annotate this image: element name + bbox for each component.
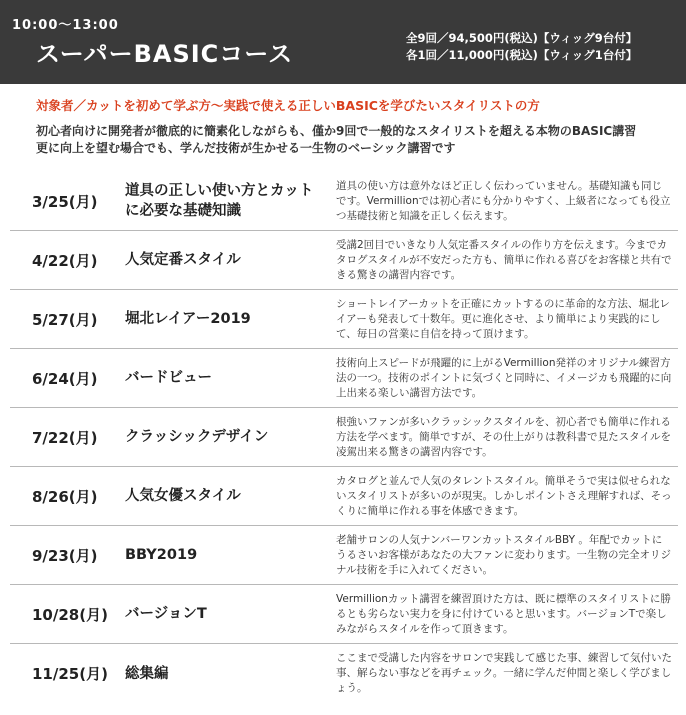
session-topic: 道具の正しい使い方とカットに必要な基礎知識 [125,183,314,219]
session-topic: バードビュー [125,370,212,386]
session-description: 老舗サロンの人気ナンバーワンカットスタイルBBY 。年配でカットにうるさいお客様があなたの大ファンに変わります。一生物の完全オリジナル技術を手に入れてください。 [336,533,671,576]
intro-line: 更に向上を望む場合でも、学んだ技術が生かせる一生物のベーシック講習です [36,141,456,155]
target-audience: 対象者／カットを初めて学ぶ方〜実践で使える正しいBASICを学びたいスタイリストの方 [36,98,540,113]
session-description: 根強いファンが多いクラッシックスタイルを、初心者でも簡単に作れる方法を学べます。簡単ですが、その仕上がりは教科書で見たスタイルを凌駕出来る驚きの講習内容です。 [336,415,672,458]
course-title: スーパーBASICコース [36,40,294,68]
session-schedule [10,172,678,703]
session-description: 道具の使い方は意外なほど正しく伝わっていません。基礎知識も同じです。Vermillionでは初心者にも分かりやすく、上級者になっても役立つ基礎技術と知識を正しく伝えます。 [336,179,671,222]
course-time: 10:00〜13:00 [12,18,119,33]
session-row [10,349,678,408]
session-topic: BBY2019 [125,547,198,563]
session-topic: クラッシックデザイン [125,429,269,445]
session-description: 技術向上スピードが飛躍的に上がるVermillion発祥のオリジナル練習方法の一つ。技術のポイントに気づくと同時に、イメージカも飛躍的に向上出来る楽しい講習方法です。 [336,356,672,399]
session-date: 4/22(月) [32,251,98,270]
session-date: 11/25(月) [32,665,108,683]
session-topic: 堀北レイアー2019 [125,311,251,327]
session-description: カタログと並んで人気のタレントスタイル。簡単そうで実は似せられないスタイリストが多いのが現実。しかしポイントさえ理解すれば、そっくりに簡単に作れる事を体感できます。 [336,474,672,517]
session-topic: 総集編 [125,665,169,682]
intro-line: 初心者向けに開発者が徹底的に簡素化しながらも、僅か9回で一般的なスタイリストを超える本物のBASIC講習 [36,124,637,138]
session-date: 7/22(月) [32,428,98,447]
session-row [10,644,678,703]
session-description: ここまで受講した内容をサロンで実践して感じた事、練習して気付いた事、解らない事などを再チェック。一緒に学んだ仲間と楽しく学びましょう。 [336,652,672,694]
session-topic: 人気女優スタイル [125,488,241,504]
session-date: 8/26(月) [32,487,98,506]
session-description: Vermillionカット講習を練習頂けた方は、既に標準のスタイリストに勝るとも劣らない実力を身に付けていると思います。バージョンTで楽しみながらスタイルを作って頂きます。 [336,592,671,635]
session-date: 3/25(月) [32,192,98,211]
session-row [10,585,678,644]
session-topic: バージョンT [125,606,207,622]
session-row [10,231,678,290]
course-intro [36,123,676,157]
session-date: 5/27(月) [32,310,98,329]
session-row [10,408,678,467]
session-row [10,290,678,349]
session-description: 受講2回目でいきなり人気定番スタイルの作り方を伝えます。今までカタログスタイルが不安だった方も、簡単に作れる喜びをお客様と共有できる驚きの講習内容です。 [336,238,672,281]
session-date: 6/24(月) [32,369,98,388]
session-date: 9/23(月) [32,546,98,565]
session-description: ショートレイアーカットを正確にカットするのに革命的な方法、堀北レイアーも発表して十数年。更に進化させ、より簡単により実践的にして、毎日の営業に自信を持って頂けます。 [336,297,670,340]
session-row [10,172,678,231]
session-row [10,467,678,526]
session-date: 10/28(月) [32,605,108,624]
price-single-session: 各1回／11,000円(税込)【ウィッグ1台付】 [406,48,638,62]
session-row [10,526,678,585]
price-full-course: 全9回／94,500円(税込)【ウィッグ9台付】 [406,31,638,45]
session-topic: 人気定番スタイル [125,252,241,268]
course-header [0,0,686,84]
